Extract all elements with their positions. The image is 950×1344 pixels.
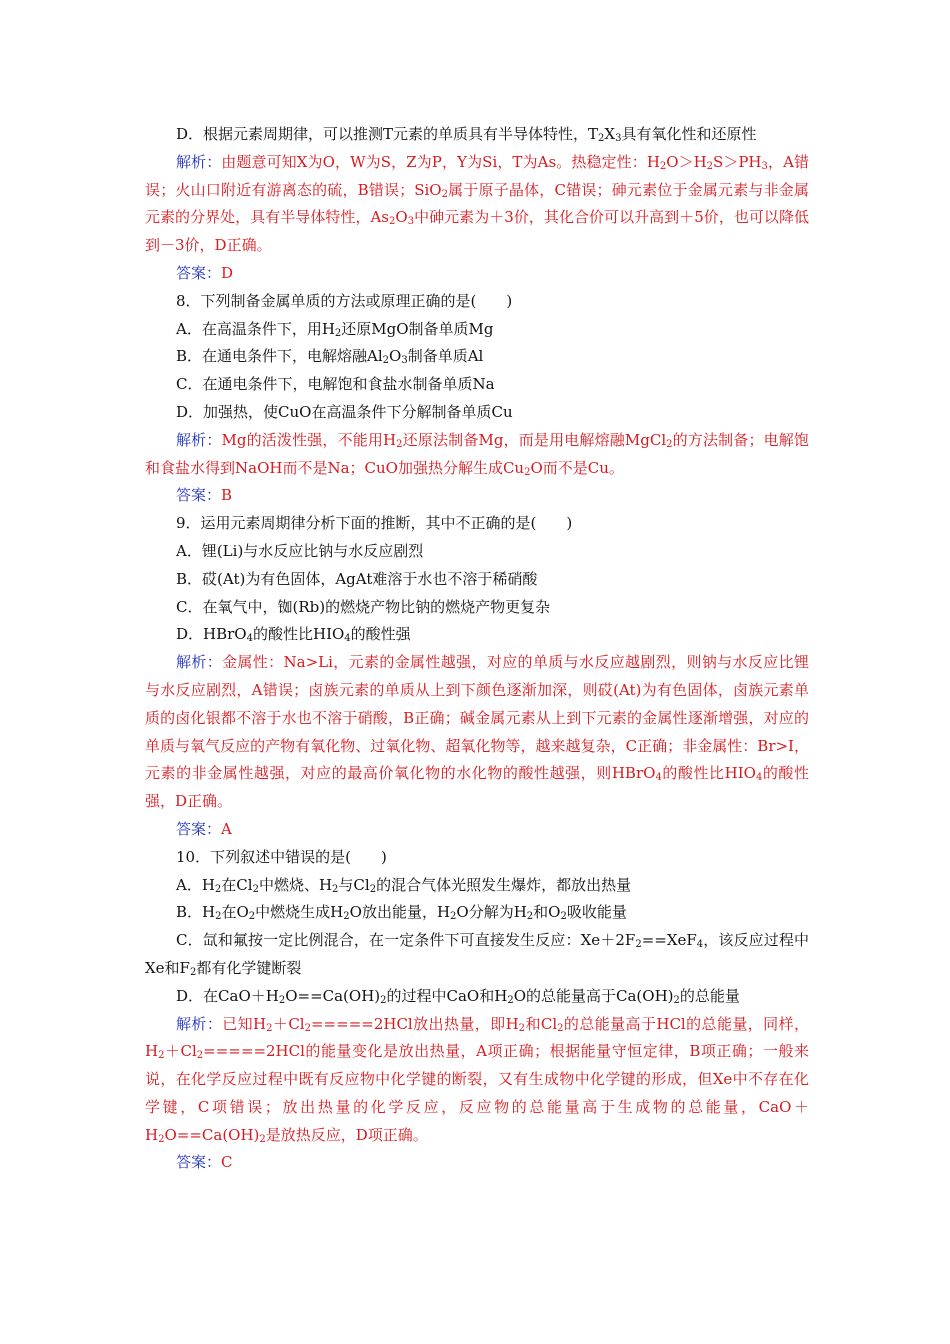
answer-label: 答案： xyxy=(176,263,222,282)
q10-option-c: C．氙和氟按一定比例混合，在一定条件下可直接发生反应：$Xe+2F_2==XeF_4$，该反应过程中Xe和$F_2$都有化学键断裂 xyxy=(145,931,809,978)
analysis-text: 已知$H_2+Cl_2=====2HCl$放出热量，即$H_2$和$Cl_2$的总能量高于HCl的总能量，同样，$H_2+Cl_2=====2HCl$的能量变化是放出热量，A项正确；根据能量守恒定律，B项正确；一般来说，在化学反应过程中既有反应物中化学键的断裂，又有生成物中化学键的形成，但Xe中不存在化学键，C项错误；放出热量的化学反应，反应物的总能量高于生成物的总能量，$CaO+H_2O==Ca(OH)_2$是放热反应，D项正确。 xyxy=(145,1014,809,1145)
answer-value: B xyxy=(221,486,233,505)
q8-option-c: C．在通电条件下，电解饱和食盐水制备单质Na xyxy=(176,375,495,394)
analysis-text: 由题意可知X为O，W为S，Z为P，Y为Si，T为As。热稳定性：$H_2O>H_2S>PH_3$，A错误；火山口附近有游离态的硫，B错误；SiO$_2$属于原子晶体，C错误；砷元素位于金属元素与非金属元素的分界处，具有半导体特性，$As_2O_3$中砷元素为＋3价，其化合价可以升高到＋5价，也可以降低到－3价，D正确。 xyxy=(145,152,809,255)
analysis-text: 金属性：Na>Li，元素的金属性越强，对应的单质与水反应越剧烈，则钠与水反应比锂与水反应剧烈，A错误；卤族元素的单质从上到下颜色逐渐加深，则砹(At)为有色固体，卤族元素单质的卤化银都不溶于水也不溶于硝酸，B正确；碱金属元素从上到下元素的金属性逐渐增强，对应的单质与氧气反应的产物有氧化物、过氧化物、超氧化物等，越来越复杂，C正确；非金属性：Br>I，元素的非金属性越强，对应的最高价氧化物的水化物的酸性越强，则HBrO$_4$的酸性比$HIO_4$的酸性强，D正确。 xyxy=(145,653,809,811)
q8-option-b: B．在通电条件下，电解熔融$Al_2O_3$制备单质Al xyxy=(176,347,484,367)
answer-label: 答案： xyxy=(176,819,222,838)
q10-option-a: A．$H_2$在$Cl_2$中燃烧、$H_2$与$Cl_2$的混合气体光照发生爆炸，都放出热量 xyxy=(176,875,632,895)
q10-option-b: B．$H_2$在$O_2$中燃烧生成$H_2O$放出能量，$H_2O$分解为$H_2$和$O_2$吸收能量 xyxy=(176,903,627,923)
q8-stem: 8．下列制备金属单质的方法或原理正确的是( ) xyxy=(176,291,513,310)
q9-option-c: C．在氧气中，铷(Rb)的燃烧产物比钠的燃烧产物更复杂 xyxy=(176,597,551,616)
q9-stem: 9．运用元素周期律分析下面的推断，其中不正确的是( ) xyxy=(176,514,573,533)
q10-analysis xyxy=(145,1011,809,1150)
answer-value: D xyxy=(221,263,234,282)
q7-analysis xyxy=(145,149,809,260)
q8-option-a: A．在高温条件下，用$H_2$还原MgO制备单质Mg xyxy=(176,319,494,339)
q8-option-d: D．加强热，使CuO在高温条件下分解制备单质Cu xyxy=(176,402,513,421)
document-page xyxy=(145,121,809,1177)
q10-stem: 10．下列叙述中错误的是( ) xyxy=(176,847,387,866)
analysis-label: 解析： xyxy=(176,1014,223,1033)
q8-answer xyxy=(145,482,809,510)
q9-option-a: A．锂(Li)与水反应比钠与水反应剧烈 xyxy=(176,541,424,560)
q9-option-d: D．HBrO$_4$的酸性比$HIO_4$的酸性强 xyxy=(176,625,411,645)
q9-analysis xyxy=(145,649,809,816)
analysis-text: Mg的活泼性强，不能用$H_2$还原法制备Mg，而是用电解熔融MgCl$_2$的方法制备；电解饱和食盐水得到NaOH而不是Na；CuO加强热分解生成$Cu_2O$而不是Cu。 xyxy=(145,430,809,478)
q7-option-d: D．根据元素周期律，可以推测T元素的单质具有半导体特性，$T_2X_3$具有氧化性和还原性 xyxy=(176,125,757,144)
answer-value: A xyxy=(221,819,232,838)
answer-value: C xyxy=(221,1153,233,1172)
q8-analysis xyxy=(145,427,809,483)
q10-option-d: D．在$CaO+H_2O==Ca(OH)_2$的过程中CaO和$H_2O$的总能量高于$Ca(OH)_2$的总能量 xyxy=(176,986,740,1006)
q9-answer xyxy=(145,816,809,844)
analysis-label: 解析： xyxy=(176,152,222,171)
answer-label: 答案： xyxy=(176,1153,222,1172)
analysis-label: 解析： xyxy=(176,653,223,672)
answer-label: 答案： xyxy=(176,486,222,505)
q9-option-b: B．砹(At)为有色固体，AgAt难溶于水也不溶于稀硝酸 xyxy=(176,569,538,588)
analysis-label: 解析： xyxy=(176,430,222,449)
q7-answer xyxy=(145,260,809,288)
q10-answer xyxy=(145,1149,809,1177)
